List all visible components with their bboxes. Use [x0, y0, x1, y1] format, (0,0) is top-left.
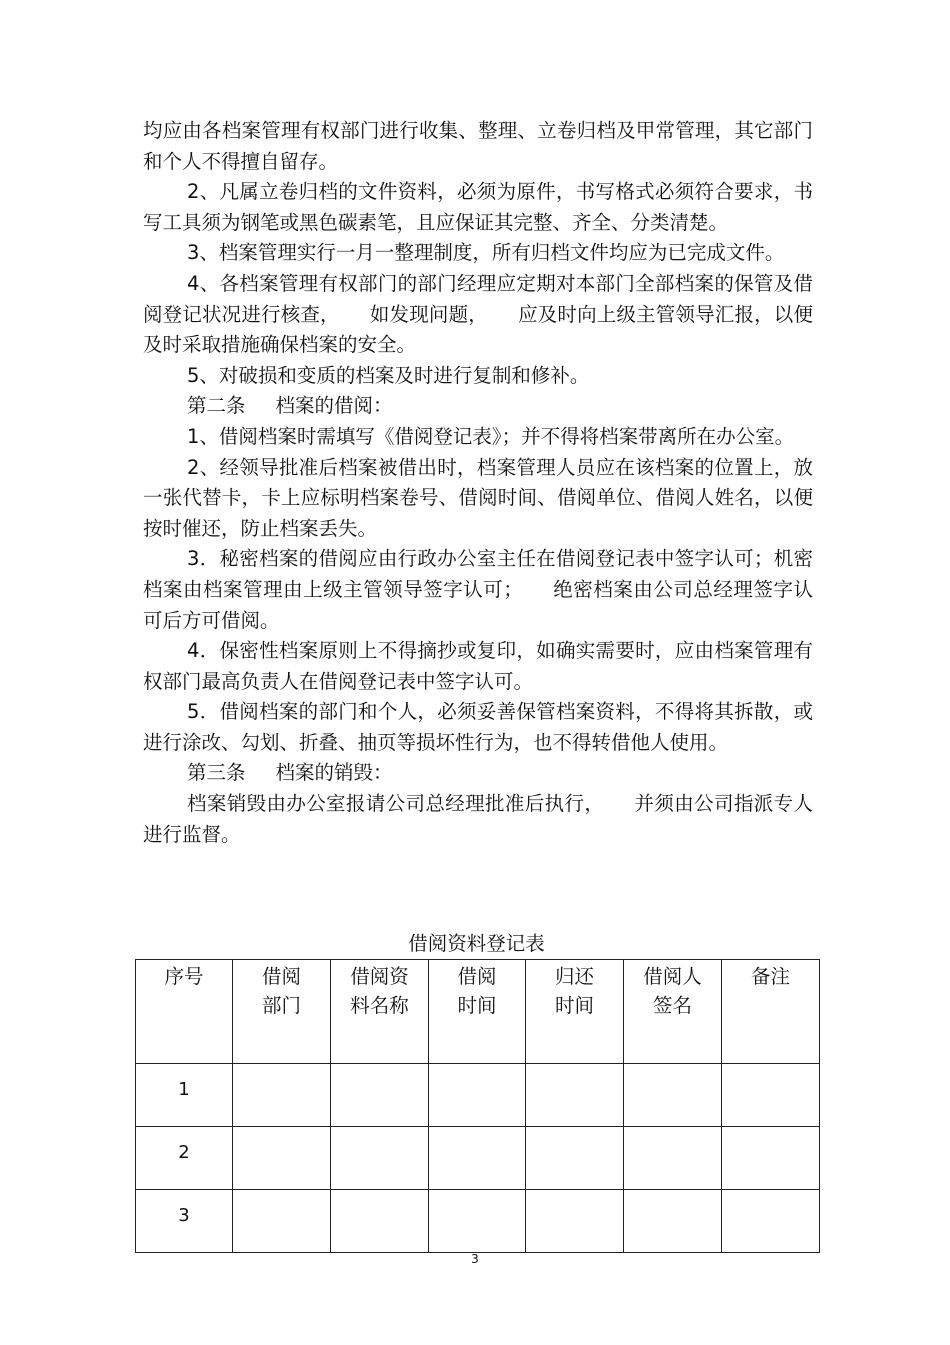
header-material-name: 借阅资 料名称: [331, 960, 429, 1064]
table-row: [136, 1190, 820, 1253]
header-serial: 序号: [136, 960, 233, 1064]
row-serial: 3: [136, 1190, 233, 1253]
table-cell: [233, 1064, 331, 1127]
row-serial: 1: [136, 1064, 233, 1127]
header-borrower-signature: 借阅人 签名: [624, 960, 722, 1064]
table-cell: [233, 1127, 331, 1190]
section-heading-2: 第二条 档案的借阅：: [187, 394, 393, 418]
paragraph-continuation: 均应由各档案管理有权部门进行收集、整理、立卷归档及甲常管理，其它部门和个人不得擅自留存。: [143, 119, 813, 173]
table-row: [136, 1064, 820, 1127]
header-remarks: 备注: [722, 960, 820, 1064]
paragraph-item-4: 4、各档案管理有权部门的部门经理应定期对本部门全部档案的保管及借阅登记状况进行核查， 如发现问题， 应及时向上级主管领导汇报，以便及时采取措施确保档案的安全。: [143, 271, 813, 357]
borrow-register-table: [135, 959, 820, 1253]
header-borrow-dept: 借阅 部门: [233, 960, 331, 1064]
table-cell: [233, 1190, 331, 1253]
table-row: [136, 1127, 820, 1190]
table-cell: [429, 1190, 526, 1253]
borrow-item-1: 1、借阅档案时需填写《借阅登记表》；并不得将档案带离所在办公室。: [187, 424, 795, 448]
borrow-item-5: 5．借阅档案的部门和个人，必须妥善保管档案资料，不得将其拆散，或进行涂改、勾划、折叠、抽页等损坏性行为，也不得转借他人使用。: [143, 700, 813, 754]
table-cell: [331, 1190, 429, 1253]
borrow-item-4: 4．保密性档案原则上不得摘抄或复印，如确实需要时，应由档案管理有权部门最高负责人在借阅登记表中签字认可。: [143, 639, 813, 693]
table-cell: [624, 1127, 722, 1190]
row-serial: 2: [136, 1127, 233, 1190]
table-cell: [526, 1127, 624, 1190]
paragraph-item-2: 2、凡属立卷归档的文件资料，必须为原件，书写格式必须符合要求，书写工具须为钢笔或黑色碳素笔，且应保证其完整、齐全、分类清楚。: [143, 180, 813, 234]
table-title: 借阅资料登记表: [408, 932, 545, 955]
paragraph-item-5: 5、对破损和变质的档案及时进行复制和修补。: [187, 363, 590, 387]
table-cell: [429, 1064, 526, 1127]
table-cell: [624, 1190, 722, 1253]
destruction-paragraph: 档案销毁由办公室报请公司总经理批准后执行， 并须由公司指派专人进行监督。: [143, 792, 813, 846]
paragraph-item-3: 3、档案管理实行一月一整理制度，所有归档文件均应为已完成文件。: [187, 241, 785, 265]
borrow-item-2: 2、经领导批准后档案被借出时，档案管理人员应在该档案的位置上，放一张代替卡，卡上应标明档案卷号、借阅时间、借阅单位、借阅人姓名，以便按时催还，防止档案丢失。: [143, 455, 813, 540]
borrow-item-3: 3．秘密档案的借阅应由行政办公室主任在借阅登记表中签字认可；机密档案由档案管理由上级主管领导签字认可； 绝密档案由公司总经理签字认可后方可借阅。: [143, 547, 813, 632]
table-cell: [526, 1064, 624, 1127]
table-cell: [331, 1064, 429, 1127]
table-cell: [722, 1190, 820, 1253]
page-number: 3: [471, 1252, 479, 1266]
table-cell: [624, 1064, 722, 1127]
table-cell: [429, 1127, 526, 1190]
table-cell: [331, 1127, 429, 1190]
section-heading-3: 第三条 档案的销毁：: [187, 761, 393, 785]
header-return-time: 归还 时间: [526, 960, 624, 1064]
table-cell: [722, 1064, 820, 1127]
table-cell: [722, 1127, 820, 1190]
document-body: [143, 116, 813, 850]
table-cell: [526, 1190, 624, 1253]
table-header-row: [136, 960, 820, 1064]
header-borrow-time: 借阅 时间: [429, 960, 526, 1064]
